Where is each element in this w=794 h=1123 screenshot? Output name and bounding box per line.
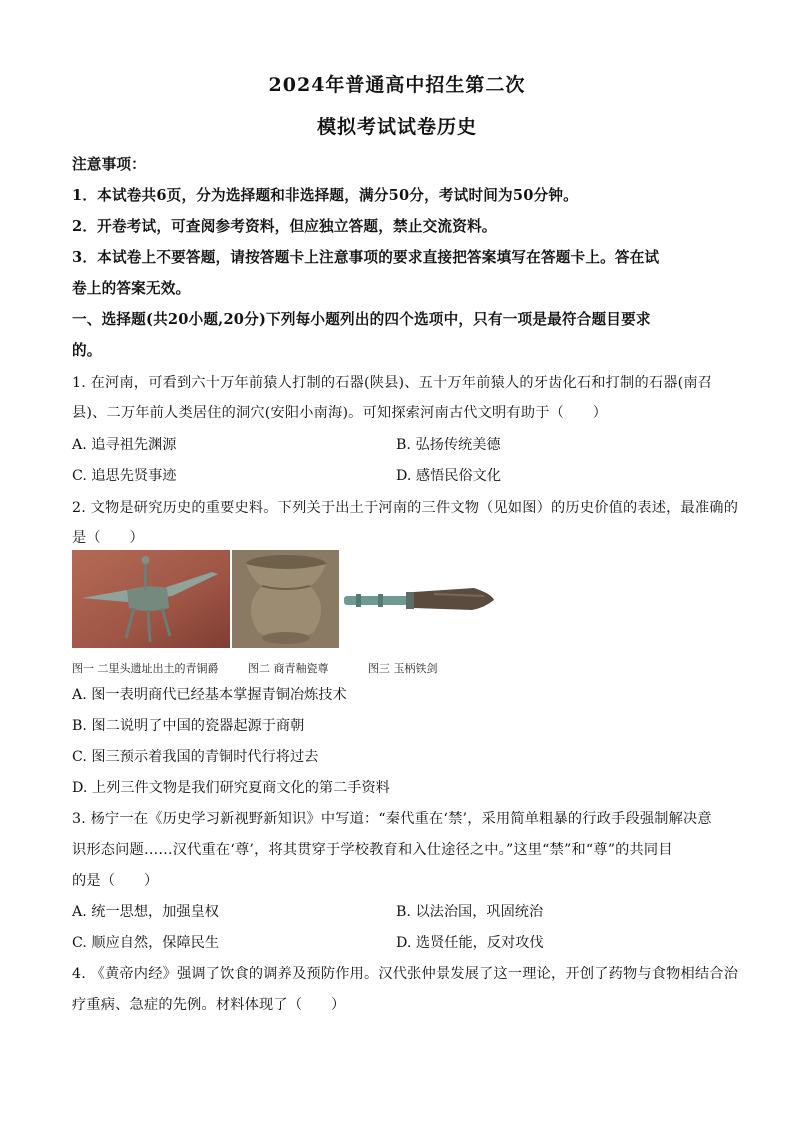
exam-title-line1: 2024年普通高中招生第二次 <box>268 74 526 96</box>
figure-3-caption: 图三 玉柄铁剑 <box>368 662 438 675</box>
section-heading-line1: 一、选择题(共20小题,20分)下列每小题列出的四个选项中，只有一项是最符合题目要求 <box>72 311 651 328</box>
question-1-line2: 县)、二万年前人类居住的洞穴(安阳小南海)。可知探索河南古代文明有助于（ ） <box>72 405 608 421</box>
question-1-line1: 1. 在河南，可看到六十万年前猿人打制的石器(陕县)、五十万年前猿人的牙齿化石和打制的石器(南召 <box>72 375 713 391</box>
note-2: 2．开卷考试，可查阅参考资料，但应独立答题，禁止交流资料。 <box>72 218 497 235</box>
figure-2-caption: 图二 商青釉瓷尊 <box>248 662 329 675</box>
question-4-line1: 4. 《黄帝内经》强调了饮食的调养及预防作用。汉代张仲景发展了这一理论，开创了药物与食物相结合治 <box>72 966 739 982</box>
q3-option-b: B. 以法治国，巩固统治 <box>396 904 544 920</box>
iron-sword-image <box>344 550 502 648</box>
note-3-line1: 3．本试卷上不要答题，请按答题卡上注意事项的要求直接把答案填写在答题卡上。答在试 <box>72 249 660 266</box>
bronze-jue-image <box>72 550 230 648</box>
question-3-line1: 3. 杨宁一在《历史学习新视野新知识》中写道：“秦代重在‘禁’，采用简单粗暴的行政手段强制解决意 <box>72 811 712 827</box>
question-3-line3: 的是（ ） <box>72 873 159 889</box>
note-1: 1．本试卷共6页，分为选择题和非选择题，满分50分，考试时间为50分钟。 <box>72 187 578 204</box>
section-heading-line2: 的。 <box>72 342 102 359</box>
q1-option-d: D. 感悟民俗文化 <box>396 468 502 484</box>
question-3-line2: 识形态问题……汉代重在‘尊’，将其贯穿于学校教育和入仕途径之中。”这里“禁”和“尊”的共同目 <box>72 842 673 858</box>
q2-option-b: B. 图二说明了中国的瓷器起源于商朝 <box>72 718 305 734</box>
celadon-zun-image <box>232 550 339 648</box>
question-4-line2: 疗重病、急症的先例。材料体现了（ ） <box>72 997 346 1013</box>
q3-option-d: D. 选贤任能，反对攻伐 <box>396 935 544 951</box>
artifact-figures <box>72 550 502 648</box>
figure-1-caption: 图一 二里头遗址出土的青铜爵 <box>72 662 219 675</box>
note-3-line2: 卷上的答案无效。 <box>72 280 191 297</box>
question-2-line1: 2. 文物是研究历史的重要史料。下列关于出土于河南的三件文物（见如图）的历史价值的表述，最准确的 <box>72 500 739 516</box>
notes-heading: 注意事项： <box>72 156 146 173</box>
exam-title-line2: 模拟考试试卷历史 <box>316 116 477 138</box>
q3-option-c: C. 顺应自然，保障民生 <box>72 935 220 951</box>
q2-option-a: A. 图一表明商代已经基本掌握青铜冶炼技术 <box>72 687 347 703</box>
question-2-line2: 是（ ） <box>72 530 144 546</box>
q1-option-b: B. 弘扬传统美德 <box>396 437 501 453</box>
q1-option-a: A. 追寻祖先渊源 <box>72 437 177 453</box>
q2-option-d: D. 上列三件文物是我们研究夏商文化的第二手资料 <box>72 780 390 796</box>
q2-option-c: C. 图三预示着我国的青铜时代行将过去 <box>72 749 319 765</box>
q3-option-a: A. 统一思想，加强皇权 <box>72 904 219 920</box>
q1-option-c: C. 追思先贤事迹 <box>72 468 177 484</box>
